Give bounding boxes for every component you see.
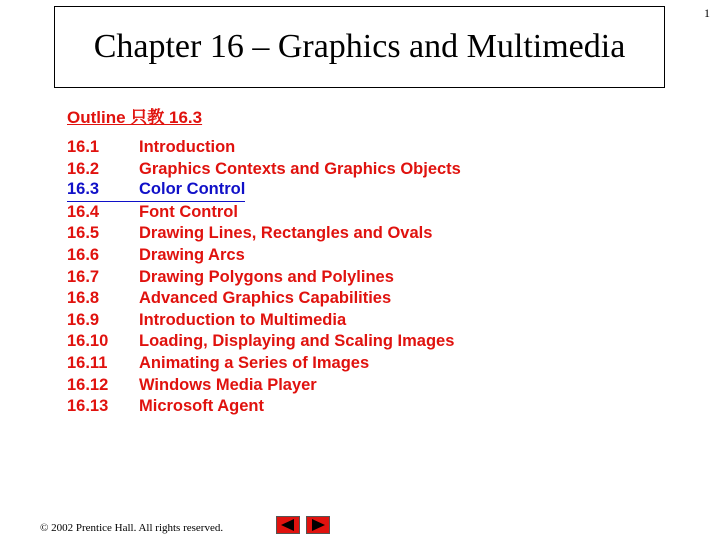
outline-item[interactable] [67,223,461,245]
outline-item-title: Graphics Contexts and Graphics Objects [139,159,461,178]
outline-item-number: 16.2 [67,159,100,178]
outline-item-number: 16.11 [67,353,108,372]
outline-item-number: 16.1 [67,138,100,156]
outline-item-number: 16.6 [67,245,100,264]
outline-heading: Outline 只教 16.3 [67,108,203,127]
outline-item-title: Windows Media Player [139,375,317,394]
outline-item[interactable] [67,245,461,267]
outline-item-number: 16.10 [67,332,109,351]
outline-item-number: 16.9 [67,310,100,329]
outline-item-title: Drawing Lines, Rectangles and Ovals [139,224,433,243]
outline-item-number: 16.8 [67,289,100,308]
outline-item-number: 16.4 [67,202,100,221]
outline-item[interactable] [67,375,461,397]
outline-item-title: Drawing Polygons and Polylines [139,267,394,286]
outline-item-title: Loading, Displaying and Scaling Images [139,332,455,351]
outline-item-title: Animating a Series of Images [139,353,370,372]
slide-title: Chapter 16 – Graphics and Multimedia [93,28,626,65]
outline-item-title: Advanced Graphics Capabilities [139,289,392,308]
outline-item[interactable] [67,137,461,159]
outline-item-title: Drawing Arcs [139,245,245,264]
outline-item-title: Microsoft Agent [139,397,264,416]
outline-item[interactable] [67,353,461,375]
outline-item-number: 16.3 [67,180,100,199]
outline-item[interactable] [67,396,461,418]
outline-item[interactable] [67,288,461,310]
outline-item-current[interactable] [67,180,461,202]
left-arrow-icon [280,519,296,531]
outline-item-title: Color Control [139,180,246,199]
outline-list [67,137,461,418]
outline-item-number: 16.7 [67,267,100,286]
outline-item[interactable] [67,331,461,353]
outline-item[interactable] [67,159,461,181]
title-box [54,6,665,88]
outline-item-number: 16.12 [67,375,109,394]
outline-item[interactable] [67,202,461,224]
copyright-notice: © 2002 Prentice Hall. All rights reserved. [40,522,224,534]
outline-item-number: 16.5 [67,224,100,243]
page-number: 1 [704,6,710,20]
previous-slide-button[interactable] [276,516,300,534]
next-slide-button[interactable] [306,516,330,534]
outline-item[interactable] [67,310,461,332]
outline-item-title: Introduction [139,138,236,156]
outline-item-title: Introduction to Multimedia [139,310,347,329]
right-arrow-icon [310,519,326,531]
outline-item[interactable] [67,267,461,289]
outline-item-number: 16.13 [67,397,109,416]
outline-item-title: Font Control [139,202,238,221]
